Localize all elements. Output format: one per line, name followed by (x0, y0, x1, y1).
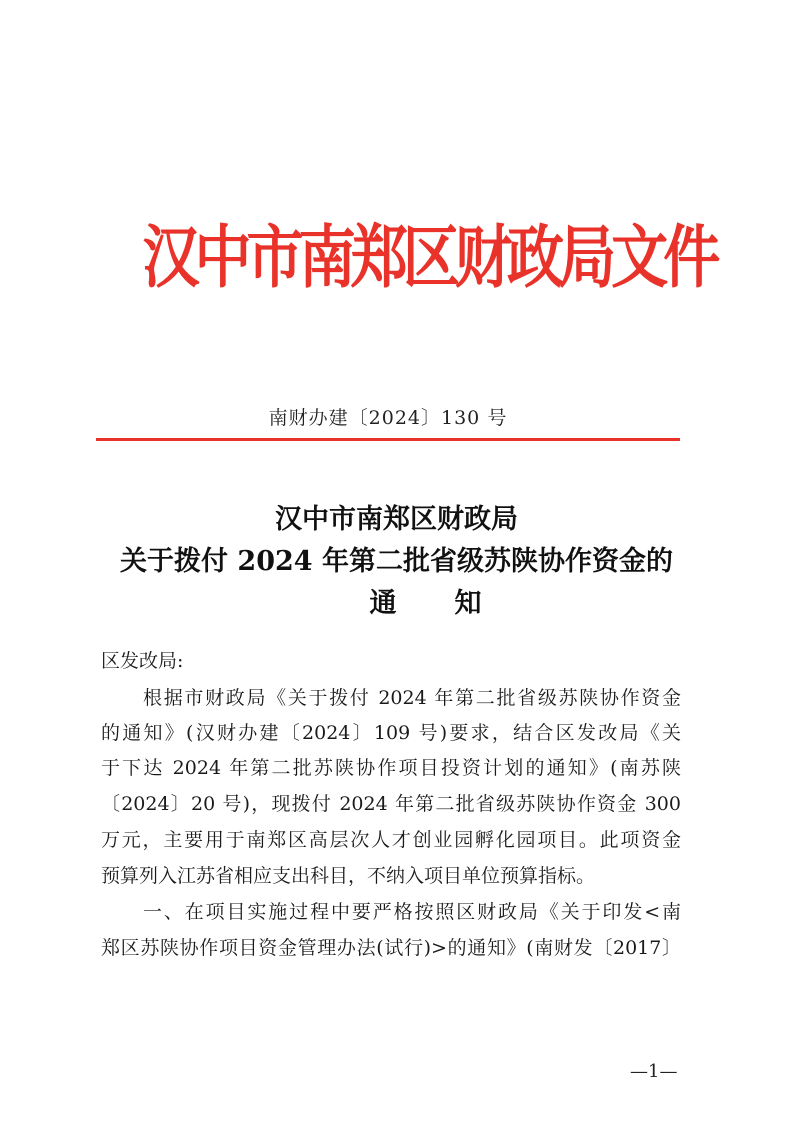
masthead-title: 汉中市南郑区财政局文件 (142, 218, 716, 298)
title-line-3: 通知 (369, 588, 540, 619)
title-line-2: 关于拨付 2024 年第二批省级苏陕协作资金的 (120, 546, 673, 577)
body-line: 郑区苏陕协作项目资金管理办法(试行)>的通知》(南财发〔2017〕 (101, 937, 681, 959)
body-line: 〔2024〕20 号)，现拨付 2024 年第二批省级苏陕协作资金 300 (101, 793, 681, 815)
body-line: 的通知》(汉财办建〔2024〕109 号)要求，结合区发改局《关 (101, 722, 681, 744)
body-line: 于下达 2024 年第二批苏陕协作项目投资计划的通知》(南苏陕 (101, 757, 681, 779)
body-line: 万元，主要用于南郑区高层次人才创业园孵化园项目。此项资金 (101, 829, 681, 851)
document-number: 南财办建〔2024〕130 号 (268, 407, 508, 429)
red-separator-line (96, 438, 680, 441)
body-line: 预算列入江苏省相应支出科目，不纳入项目单位预算指标。 (101, 865, 596, 887)
page-number: —1— (630, 1061, 678, 1082)
body-line: 根据市财政局《关于拨付 2024 年第二批省级苏陕协作资金 (143, 687, 681, 709)
title-line-1: 汉中市南郑区财政局 (275, 504, 518, 535)
body-line: 一、在项目实施过程中要严格按照区财政局《关于印发<南 (143, 901, 681, 923)
addressee: 区发改局: (101, 650, 184, 672)
